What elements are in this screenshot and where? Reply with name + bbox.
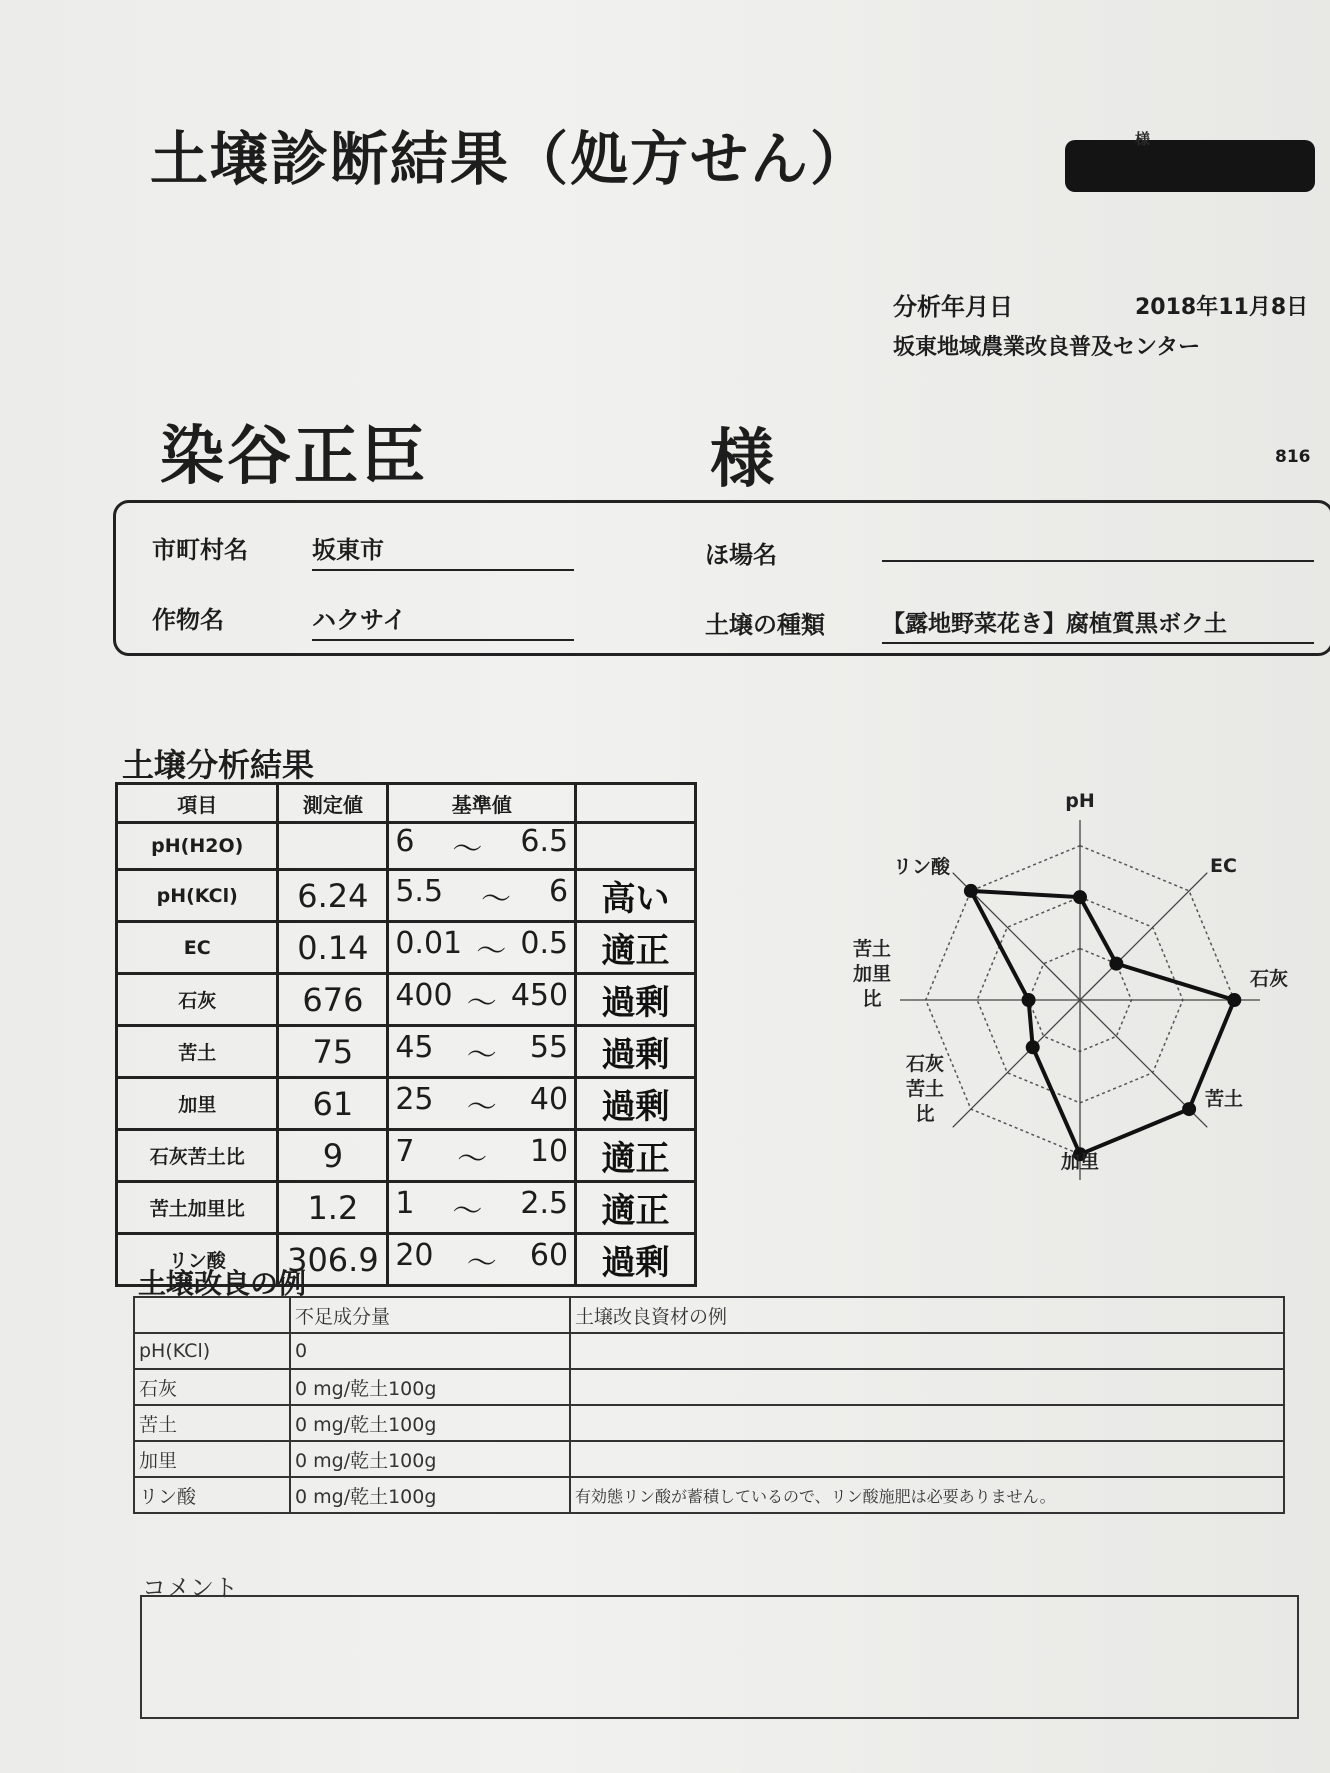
improvement-material: 有効態リン酸が蓄積しているので、リン酸施肥は必要ありません。 xyxy=(570,1477,1284,1513)
radar-data-point xyxy=(1026,1040,1040,1054)
improvement-item: 苦土 xyxy=(134,1405,290,1441)
analysis-date-label: 分析年月日 xyxy=(893,293,1013,321)
improvement-header-material: 土壌改良資材の例 xyxy=(570,1297,1284,1333)
analysis-row xyxy=(117,1078,696,1130)
improvement-row xyxy=(134,1405,1284,1441)
standard-low: 7 xyxy=(395,1133,415,1169)
radar-axis-label: 比 xyxy=(862,988,882,1010)
improvement-amount: 0 mg/乾土100g xyxy=(290,1477,570,1513)
improvement-material xyxy=(570,1369,1284,1405)
analysis-judgment xyxy=(576,823,696,870)
analysis-judgment: 過剰 xyxy=(576,1078,696,1130)
improvement-amount: 0 mg/乾土100g xyxy=(290,1441,570,1477)
analysis-row xyxy=(117,1182,696,1234)
radar-data-point xyxy=(1022,993,1036,1007)
analysis-standard-range xyxy=(388,870,576,922)
standard-tilde: ～ xyxy=(452,1193,483,1229)
standard-high: 55 xyxy=(529,1029,569,1065)
radar-data-point xyxy=(1109,957,1123,971)
standard-low: 6 xyxy=(395,824,415,859)
analysis-measured-value: 9 xyxy=(278,1130,388,1182)
analysis-item: 加里 xyxy=(117,1078,278,1130)
standard-tilde: ～ xyxy=(457,1141,488,1177)
improvement-row xyxy=(134,1441,1284,1477)
radar-axis-label: リン酸 xyxy=(892,856,950,878)
radar-axis-line xyxy=(1080,873,1207,1000)
analysis-row xyxy=(117,870,696,922)
municipality-value: 坂東市 xyxy=(312,530,574,571)
radar-axis-label: pH xyxy=(1065,790,1095,812)
improvement-item: リン酸 xyxy=(134,1477,290,1513)
comment-box xyxy=(140,1595,1299,1719)
standard-tilde: ～ xyxy=(466,1245,497,1281)
soil-type-value: 【露地野菜花き】腐植質黒ボク土 xyxy=(882,605,1314,644)
standard-low: 400 xyxy=(395,977,453,1013)
crop-value: ハクサイ xyxy=(312,600,574,641)
standard-low: 25 xyxy=(395,1081,434,1117)
improvement-amount: 0 xyxy=(290,1333,570,1369)
analysis-table xyxy=(115,782,697,1287)
standard-tilde: ～ xyxy=(452,832,483,867)
analysis-row xyxy=(117,823,696,870)
analysis-standard-range xyxy=(388,1078,576,1130)
improvement-table xyxy=(133,1296,1285,1514)
analysis-date: 2018年11月8日 xyxy=(1135,295,1309,320)
improvement-section-title: 土壌改良の例 xyxy=(138,1267,307,1300)
standard-high: 6 xyxy=(549,873,569,909)
header-item: 項目 xyxy=(117,784,278,823)
standard-tilde: ～ xyxy=(466,1037,497,1073)
comment-label: コメント xyxy=(142,1574,238,1602)
standard-tilde: ～ xyxy=(476,933,507,969)
improvement-material xyxy=(570,1405,1284,1441)
improvement-row xyxy=(134,1333,1284,1369)
analysis-section-title: 土壌分析結果 xyxy=(122,746,315,784)
standard-high: 40 xyxy=(529,1081,569,1117)
analysis-measured-value: 61 xyxy=(278,1078,388,1130)
radar-axis-label: 苦土 xyxy=(905,1078,945,1100)
radar-axis-label: 加里 xyxy=(852,963,892,985)
improvement-header-amount: 不足成分量 xyxy=(290,1297,570,1333)
header-measured: 測定値 xyxy=(278,784,388,823)
analysis-measured-value: 676 xyxy=(278,974,388,1026)
radar-axis-label: EC xyxy=(1210,855,1237,877)
analysis-standard-range xyxy=(388,922,576,974)
improvement-item: 石灰 xyxy=(134,1369,290,1405)
analysis-standard-range xyxy=(388,1026,576,1078)
standard-low: 0.01 xyxy=(395,925,463,961)
radar-axis-label: 苦土 xyxy=(1205,1088,1244,1110)
analysis-row xyxy=(117,1130,696,1182)
standard-high: 450 xyxy=(510,977,569,1013)
analysis-item: EC xyxy=(117,922,278,974)
analysis-standard-range xyxy=(388,974,576,1026)
improvement-row xyxy=(134,1477,1284,1513)
analysis-judgment: 過剰 xyxy=(576,1026,696,1078)
analysis-measured-value: 6.24 xyxy=(278,870,388,922)
analysis-judgment: 高い xyxy=(576,870,696,922)
analysis-header-row xyxy=(117,784,696,823)
analysis-standard-range xyxy=(388,1182,576,1234)
improvement-header-row xyxy=(134,1297,1284,1333)
header-standard: 基準値 xyxy=(388,784,576,823)
standard-tilde: ～ xyxy=(466,985,497,1021)
field-name-value xyxy=(882,530,1314,562)
improvement-item: 加里 xyxy=(134,1441,290,1477)
analysis-judgment: 過剰 xyxy=(576,974,696,1026)
radar-chart xyxy=(840,785,1290,1185)
radar-axis-label: 加里 xyxy=(1060,1151,1100,1173)
header-judgment xyxy=(576,784,696,823)
analysis-judgment: 適正 xyxy=(576,922,696,974)
standard-tilde: ～ xyxy=(481,881,512,917)
analysis-standard-range xyxy=(388,1130,576,1182)
radar-data-point xyxy=(964,884,978,898)
analysis-standard-range xyxy=(388,823,576,870)
improvement-row xyxy=(134,1369,1284,1405)
analysis-row xyxy=(117,1026,696,1078)
analysis-item: 石灰 xyxy=(117,974,278,1026)
radar-data-point xyxy=(1227,993,1241,1007)
analysis-measured-value xyxy=(278,823,388,870)
analysis-measured-value: 75 xyxy=(278,1026,388,1078)
analysis-judgment: 過剰 xyxy=(576,1234,696,1286)
analysis-standard-range xyxy=(388,1234,576,1286)
municipality-label: 市町村名 xyxy=(152,536,248,564)
improvement-material xyxy=(570,1333,1284,1369)
standard-low: 45 xyxy=(395,1029,434,1065)
standard-tilde: ～ xyxy=(466,1089,497,1125)
analysis-measured-value: 306.9 xyxy=(278,1234,388,1286)
analysis-row xyxy=(117,974,696,1026)
customer-name: 染谷正臣 xyxy=(160,420,428,494)
redaction-bar xyxy=(1065,140,1315,192)
analysis-item: pH(H2O) xyxy=(117,823,278,870)
improvement-amount: 0 mg/乾土100g xyxy=(290,1405,570,1441)
standard-high: 10 xyxy=(529,1133,569,1169)
improvement-material xyxy=(570,1441,1284,1477)
analysis-measured-value: 1.2 xyxy=(278,1182,388,1234)
field-name-label: ほ場名 xyxy=(705,541,777,569)
organization-name: 坂東地域農業改良普及センター xyxy=(893,335,1201,360)
standard-low: 1 xyxy=(395,1185,415,1221)
radar-axis-label: 石灰 xyxy=(905,1053,945,1075)
redacted-label: 様 xyxy=(1135,130,1151,148)
document-title: 土壌診断結果（処方せん） xyxy=(150,125,871,193)
analysis-item: 石灰苦土比 xyxy=(117,1130,278,1182)
improvement-item: pH(KCl) xyxy=(134,1333,290,1369)
analysis-row xyxy=(117,922,696,974)
improvement-amount: 0 mg/乾土100g xyxy=(290,1369,570,1405)
radar-data-point xyxy=(1182,1102,1196,1116)
standard-low: 5.5 xyxy=(395,873,444,909)
radar-axis-label: 比 xyxy=(915,1103,935,1125)
standard-high: 6.5 xyxy=(520,824,569,859)
analysis-item: pH(KCl) xyxy=(117,870,278,922)
analysis-measured-value: 0.14 xyxy=(278,922,388,974)
analysis-judgment: 適正 xyxy=(576,1130,696,1182)
standard-high: 2.5 xyxy=(520,1185,569,1221)
crop-label: 作物名 xyxy=(152,606,224,634)
analysis-judgment: 適正 xyxy=(576,1182,696,1234)
radar-axis-label: 苦土 xyxy=(852,938,892,960)
analysis-item: リン酸 xyxy=(117,1234,278,1286)
improvement-header-blank xyxy=(134,1297,290,1333)
standard-high: 60 xyxy=(529,1237,569,1273)
document-code: 816 xyxy=(1275,447,1311,467)
analysis-item: 苦土加里比 xyxy=(117,1182,278,1234)
analysis-item: 苦土 xyxy=(117,1026,278,1078)
radar-data-point xyxy=(1073,890,1087,904)
soil-type-label: 土壌の種類 xyxy=(705,611,825,639)
standard-low: 20 xyxy=(395,1237,434,1273)
standard-high: 0.5 xyxy=(520,925,569,961)
radar-axis-label: 石灰 xyxy=(1250,968,1289,990)
honorific: 様 xyxy=(710,423,774,497)
